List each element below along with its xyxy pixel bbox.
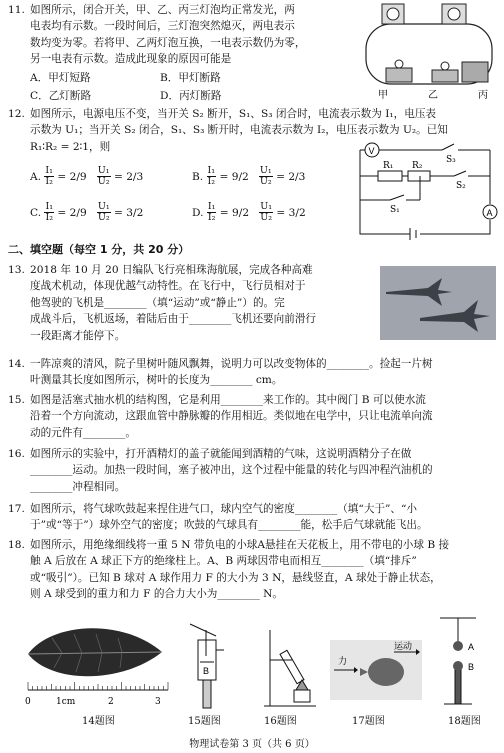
q12-option-b: [192, 166, 305, 188]
question-17: [8, 501, 500, 534]
q16-line: 如图所示的实验中，打开酒精灯的盖子就能闻到酒精的气味，这说明酒精分子在做: [30, 448, 412, 460]
voltmeter-label: V: [368, 146, 375, 156]
q11-option-a: A．甲灯短路: [30, 72, 91, 84]
q11-option-b: B．甲灯断路: [160, 72, 221, 84]
frac-den: I₂: [207, 176, 216, 188]
q12-option-a: [30, 166, 143, 188]
frac-den: I₂: [207, 212, 216, 224]
question-15: [8, 392, 500, 441]
fig15-pump: [186, 616, 228, 710]
fig18-ball-b: B: [468, 662, 475, 672]
q18-line: 触 A 后放在 A 球正下方的绝缘柱上。A、B 两球因带电而相互________（填“排斥”: [30, 555, 417, 568]
q14-line: 一阵凉爽的清风，院子里树叶随风飘舞，说明力可以改变物体的________。捡起一片树: [30, 358, 433, 370]
q12-line: 如图所示，电源电压不变，当开关 S₂ 断开，S₁、S₃ 闭合时，电流表示数为 I₁，电压表: [30, 108, 437, 120]
fig17-motion-label: 运动: [394, 642, 413, 652]
fig18-ball-a: A: [468, 642, 475, 652]
q12-option-c: [30, 202, 143, 224]
frac-den: I₂: [45, 212, 54, 224]
ratio-value: = 3/2: [276, 206, 306, 219]
q11-line: 另一电表有示数。造成此现象的原因可能是: [30, 53, 232, 66]
q16-line: ________运动。加热一段时间，塞子被冲出，这个过程中能量的转化与四冲程汽油机的: [30, 464, 433, 477]
ratio-value: = 9/2: [219, 206, 250, 219]
ammeter-label: A: [486, 208, 493, 218]
q15-line: 沿着一个方向流动，这跟血管中静脉瓣的作用相近。类似地在电学中，只让电流单向流: [30, 410, 433, 423]
s3-label: S₃: [446, 155, 456, 165]
frac-den: I₂: [45, 176, 53, 188]
question-18: [8, 537, 500, 603]
ratio-value: = 2/3: [113, 170, 144, 183]
q13-line: 他驾驶的飞机是________（填“运动”或“静止”）的。完: [30, 296, 285, 309]
fig17-balloon: [330, 640, 422, 700]
q11-option-d: D．丙灯断路: [160, 90, 222, 102]
fig16-test-tube: [262, 620, 322, 710]
q11-option-c: C．乙灯断路: [30, 90, 92, 102]
fig18-charged-balls: [436, 612, 496, 712]
frac-num: U₁: [97, 165, 110, 176]
ruler-label-3: 3: [155, 697, 161, 707]
r2-label: R₂: [412, 161, 423, 171]
s1-label: S₁: [390, 205, 400, 215]
ratio-value: = 3/2: [114, 206, 144, 219]
frac-den: U₂: [259, 176, 272, 188]
question-14: [8, 356, 500, 389]
q13-jets-photo: [380, 266, 496, 340]
q11-number: 11.: [8, 4, 25, 16]
frac-num: U₁: [260, 201, 273, 212]
q16-number: 16.: [8, 448, 25, 460]
option-label: C.: [30, 206, 42, 219]
option-label: D.: [192, 206, 204, 219]
caption-14: 14题图: [82, 716, 115, 727]
option-label: A.: [30, 170, 42, 183]
frac-num: I₁: [45, 201, 54, 212]
question-16: [8, 446, 500, 495]
q11-line: 如图所示，闭合开关，甲、乙、丙三灯泡均正常发光，两: [30, 4, 295, 16]
frac-den: U₂: [260, 212, 273, 224]
ratio-value: = 2/3: [276, 170, 306, 183]
fig14-leaf-ruler: [22, 612, 172, 710]
caption-16: 16题图: [264, 716, 297, 727]
q12-line: R₁∶R₂ = 2∶1，则: [30, 140, 111, 153]
ruler-label-2: 2: [108, 697, 114, 707]
ratio-value: = 9/2: [219, 170, 249, 183]
q13-number: 13.: [8, 264, 25, 276]
frac-num: U₁: [97, 201, 110, 212]
q16-line: ________冲程相同。: [30, 480, 126, 493]
q12-line: 示数为 U₁；当开关 S₂ 闭合，S₁、S₃ 断开时，电流表示数为 I₂，电压表示数为 U₂。已知: [30, 124, 448, 137]
q15-number: 15.: [8, 394, 25, 406]
q18-line: 则 A 球受到的重力和力 F 的合力大小为________ N。: [30, 588, 283, 601]
q15-line: 动的元件有________。: [30, 426, 136, 439]
q12-option-d: [192, 202, 306, 224]
ratio-value: = 2/9: [57, 206, 87, 219]
q14-line: 叶测量其长度如图所示，树叶的长度为________ cm。: [30, 374, 283, 387]
ratio-value: = 2/9: [57, 170, 87, 183]
q13-line: 成战斗后，飞机返场，着陆后由于________飞机还要向前滑行: [30, 313, 317, 326]
fig-label-yi: 乙: [428, 90, 438, 101]
frac-num: I₁: [45, 165, 53, 176]
q17-line: 如图所示，将气球吹鼓起来捏住进气口，球内空气的密度________（填“大于”、“小: [30, 503, 418, 515]
fig15-valve-b: B: [203, 666, 210, 676]
question-11: [8, 2, 358, 68]
frac-den: U₂: [97, 212, 110, 224]
caption-18: 18题图: [448, 716, 481, 727]
fig17-force-label: 力: [338, 657, 348, 667]
frac-num: I₁: [207, 165, 216, 176]
q11-circuit-figure: [358, 2, 500, 102]
q11-line: 数均变为零。若将甲、乙两灯泡互换，一电表示数仍为零，: [30, 36, 306, 49]
frac-num: U₁: [259, 165, 272, 176]
q18-line: 如图所示，用绝缘细线将一重 5 N 带负电的小球A悬挂在天花板上，用不带电的小球 B 接: [30, 539, 450, 551]
q13-line: 度战术机动，体现优越气动特性。在飞行中，飞行员相对于: [30, 280, 306, 293]
q11-line: 电表均有示数。一段时间后，三灯泡突然熄灭，两电表示: [30, 20, 295, 33]
fig-label-bing: 丙: [478, 90, 488, 101]
q18-number: 18.: [8, 539, 25, 551]
q17-line: 于”或“等于”）球外空气的密度；吹鼓的气球具有________能，松手后气球就能飞出。: [30, 519, 428, 532]
frac-den: U₂: [97, 176, 110, 188]
q15-line: 如图是活塞式抽水机的结构图，它是利用________来工作的。其中阀门 B 可以使水流: [30, 394, 426, 406]
caption-15: 15题图: [188, 716, 221, 727]
r1-label: R₁: [383, 161, 394, 171]
q14-number: 14.: [8, 358, 25, 370]
option-label: B.: [192, 170, 204, 183]
question-13: [8, 262, 378, 344]
q12-circuit-figure: [350, 140, 500, 244]
page-footer: 物理试卷第 3 页（共 6 页）: [189, 739, 315, 750]
q18-line: 或“吸引”）。已知 B 球对 A 球作用力 F 的大小为 3 N，悬线竖直，A 球处于静止状态，: [30, 571, 441, 584]
q13-line: 一段距离才能停下。: [30, 329, 126, 342]
q12-number: 12.: [8, 108, 25, 120]
ruler-label-1cm: 1cm: [56, 697, 76, 707]
q13-line: 2018 年 10 月 20 日编队飞行亮相珠海航展，完成各种高难: [30, 264, 313, 276]
ruler-label-0: 0: [25, 697, 31, 707]
q17-number: 17.: [8, 503, 25, 515]
caption-17: 17题图: [352, 716, 385, 727]
frac-num: I₁: [207, 201, 216, 212]
s2-label: S₂: [456, 181, 466, 191]
section-heading: 二、填空题（每空 1 分，共 20 分）: [8, 243, 190, 256]
fig-label-jia: 甲: [378, 90, 388, 101]
